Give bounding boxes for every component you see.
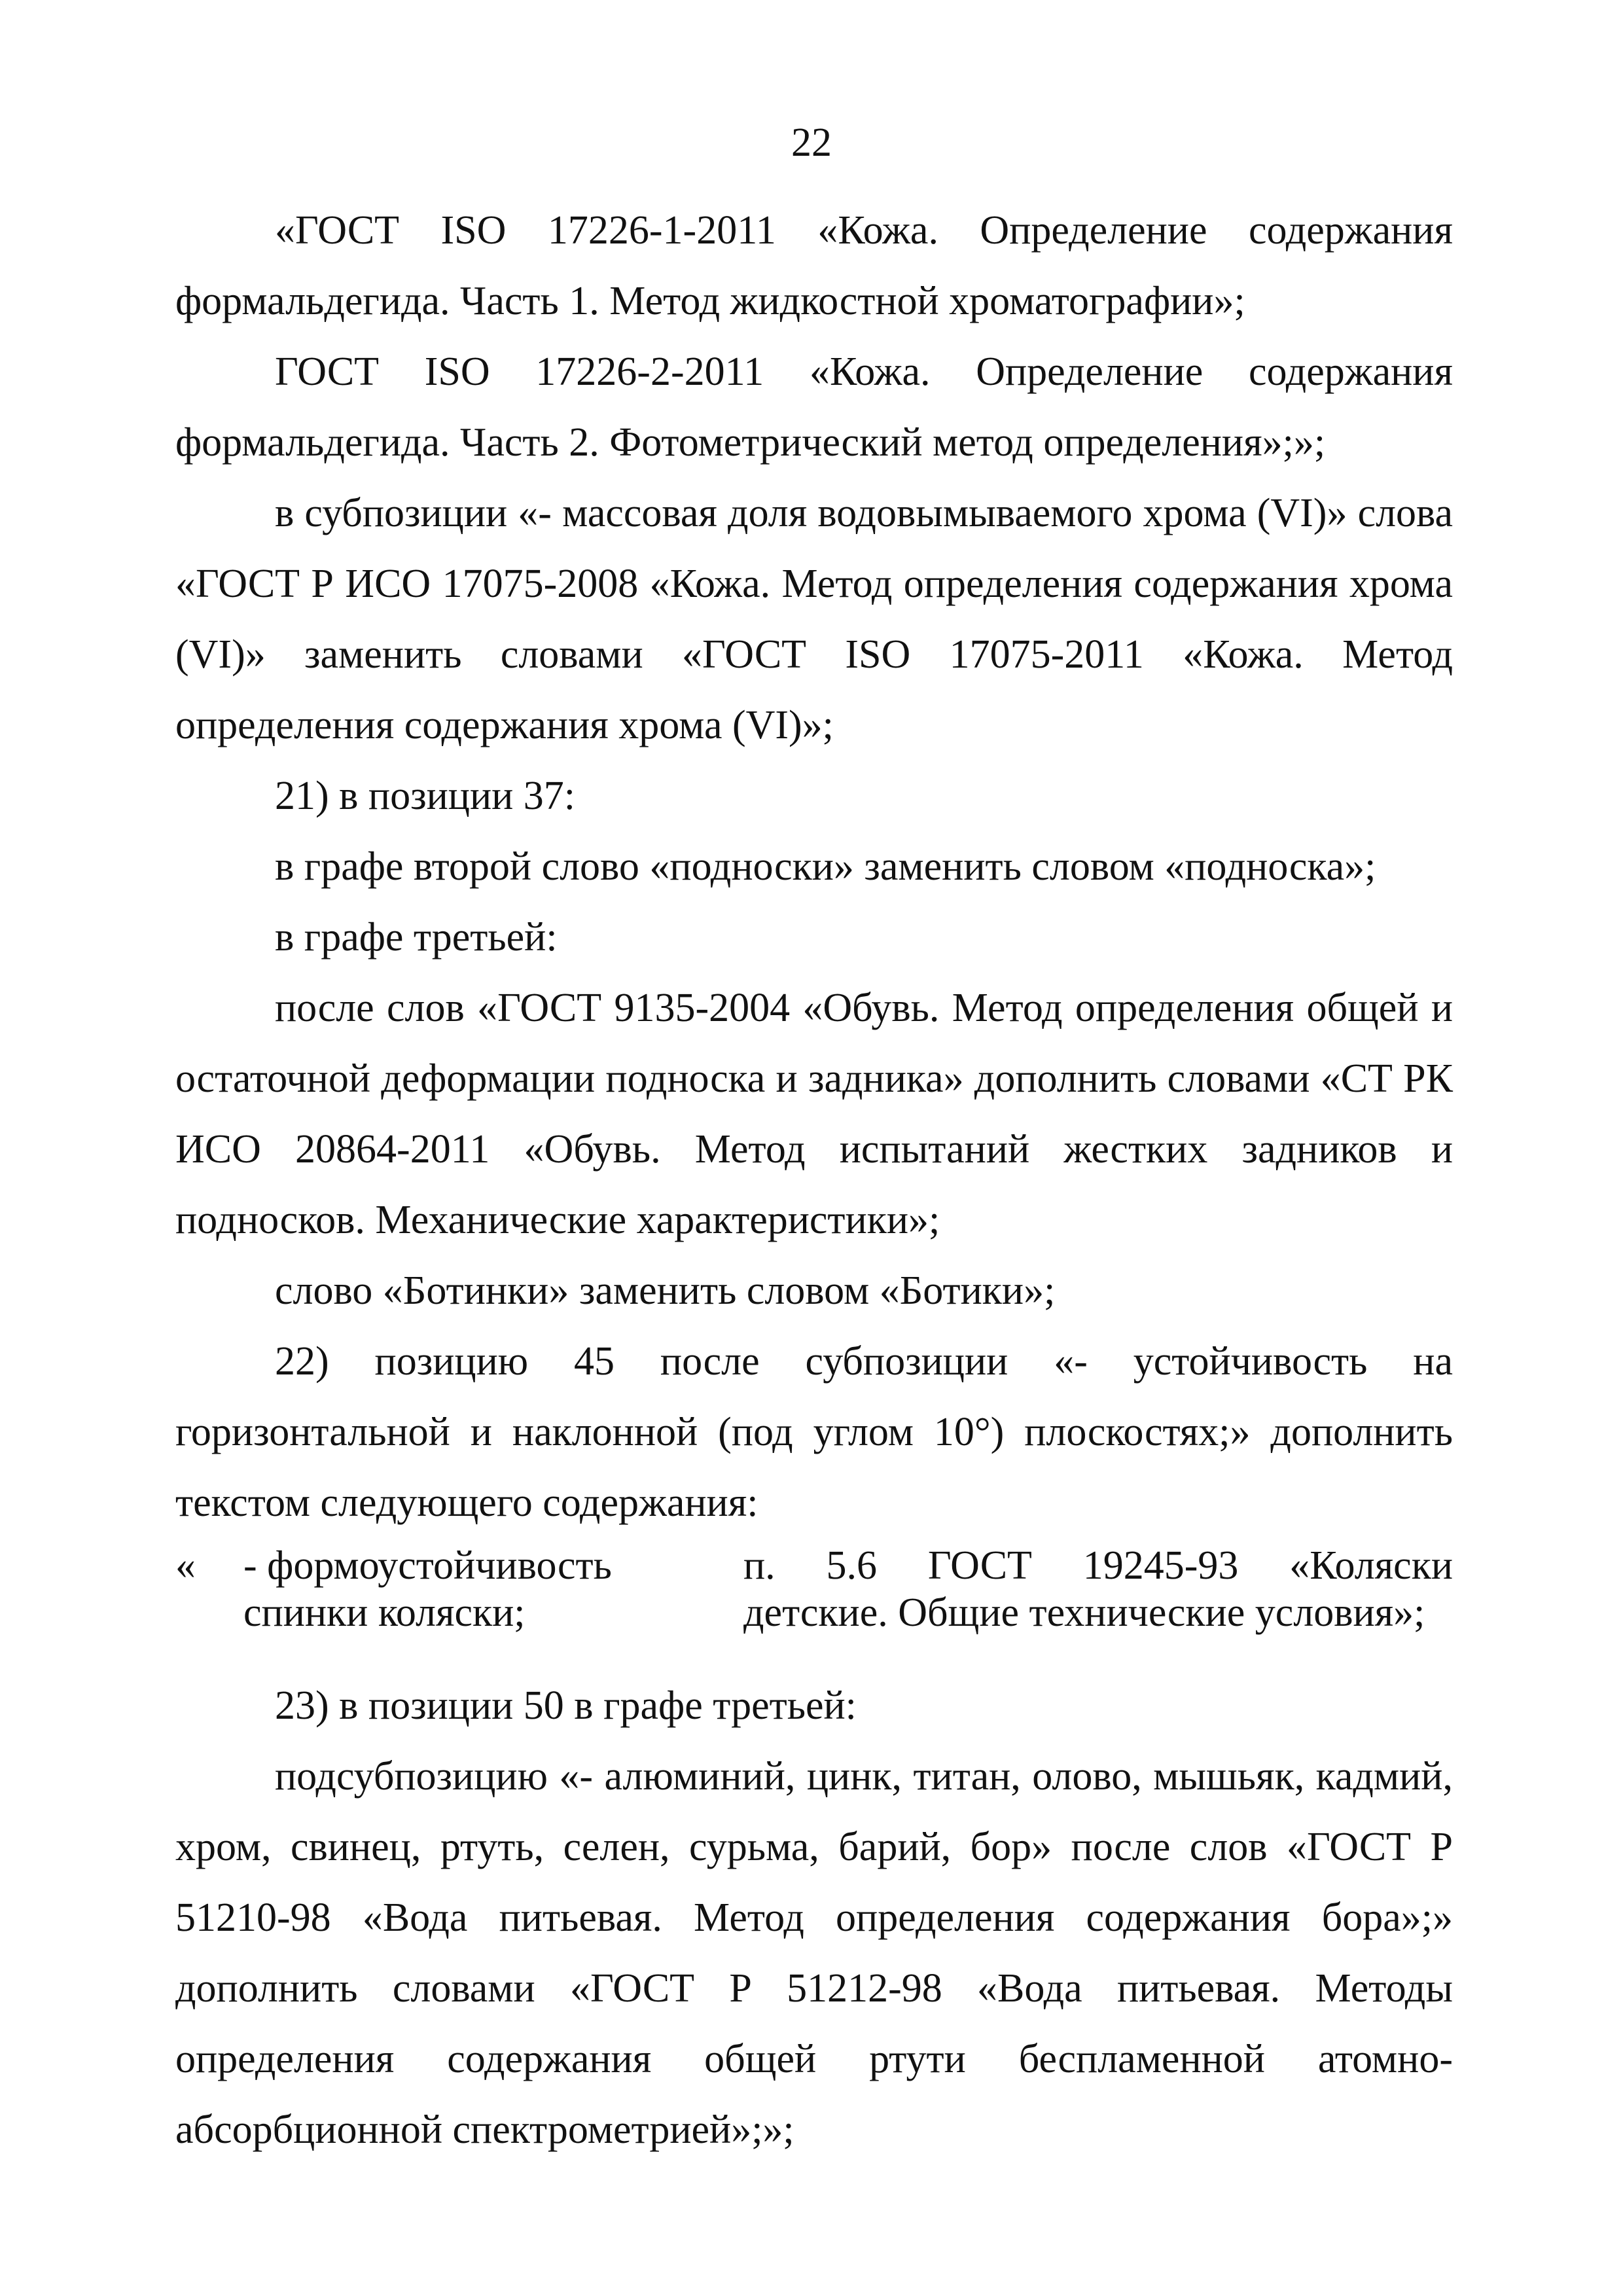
page-number: 22 <box>791 120 832 165</box>
document-body <box>175 195 1453 2165</box>
table-column-standard <box>743 1542 1453 1636</box>
table-col1-line1: - формоустойчивость <box>243 1543 612 1588</box>
paragraph-item-23: 23) в позиции 50 в графе третьей: <box>275 1683 857 1728</box>
paragraph-botiki: слово «Ботинки» заменить словом «Ботики»; <box>275 1268 1056 1313</box>
paragraph-gost-9135: после слов «ГОСТ 9135-2004 «Обувь. Метод определения общей и остаточной деформации подноска и задника» дополнить словами «СТ РК ИСО 20864-2011 «Обувь. Метод испытаний жестких задников и подносков. Механические характеристики»; <box>175 986 1453 1242</box>
table-open-quote: « <box>175 1543 196 1588</box>
paragraph-gost-17226-2: ГОСТ ISO 17226-2-2011 «Кожа. Определение содержания формальдегида. Часть 2. Фотометрический метод определения»;»; <box>175 350 1453 465</box>
paragraph-third-column: в графе третьей: <box>275 915 558 960</box>
paragraph-item-22: 22) позицию 45 после субпозиции «- устойчивость на горизонтальной и наклонной (под углом 10°) плоскостях;» дополнить текстом следующего содержания: <box>175 1339 1453 1525</box>
table-col1-line2: спинки коляски; <box>243 1590 526 1635</box>
table-column-characteristic <box>243 1542 649 1636</box>
paragraph-chrome-subposition: в субпозиции «- массовая доля водовымываемого хрома (VI)» слова «ГОСТ Р ИСО 17075-2008 «Кожа. Метод определения содержания хрома (VI)» заменить словами «ГОСТ ISO 17075-2011 «Кожа. Метод определения содержания хрома (VI)»; <box>175 491 1453 747</box>
insert-table <box>175 1539 1453 1657</box>
paragraph-subsubposition-metals: подсубпозицию «- алюминий, цинк, титан, олово, мышьяк, кадмий, хром, свинец, ртуть, селен, сурьма, барий, бор» после слов «ГОСТ Р 51210-98 «Вода питьевая. Метод определения содержания бора»;» дополнить словами «ГОСТ Р 51212-98 «Вода питьевая. Методы определения содержания общей ртути беспламенной атомно-абсорбционной спектрометрией»;»; <box>175 1754 1453 2152</box>
paragraph-item-21: 21) в позиции 37: <box>275 774 576 818</box>
paragraph-gost-17226-1: «ГОСТ ISO 17226-1-2011 «Кожа. Определение содержания формальдегида. Часть 1. Метод жидкостной хроматографии»; <box>175 208 1453 323</box>
paragraph-second-column: в графе второй слово «подноски» заменить словом «подноска»; <box>275 844 1376 889</box>
table-col2-line2: детские. Общие технические условия»; <box>743 1590 1425 1635</box>
table-col2-line1: п. 5.6 ГОСТ 19245-93 «Коляски <box>743 1543 1453 1588</box>
